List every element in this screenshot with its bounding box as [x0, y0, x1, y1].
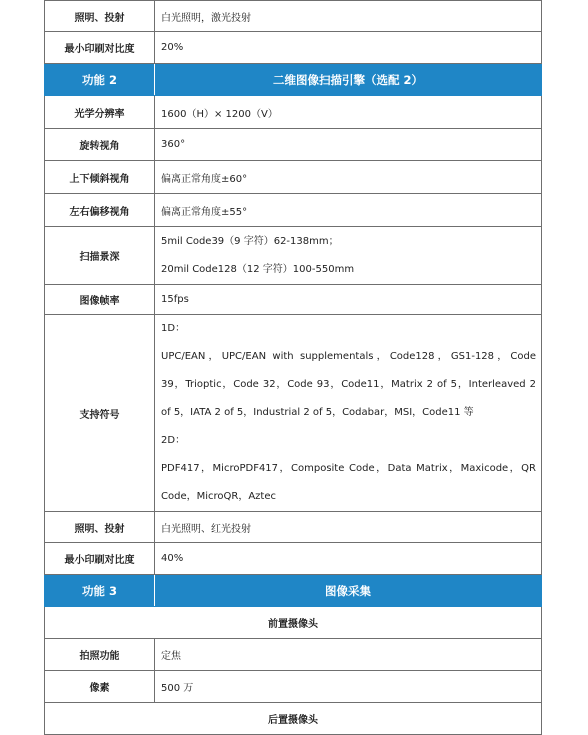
row-label: 左右偏移视角	[45, 194, 155, 227]
symbology-line: Code，MicroQR，Aztec	[161, 491, 276, 502]
row-value: 500 万	[155, 671, 542, 703]
row-value: 40%	[155, 543, 542, 575]
table-row	[45, 161, 542, 194]
row-label: 最小印刷对比度	[45, 543, 155, 575]
front-camera-title: 前置摄像头	[45, 607, 542, 639]
symbology-line: of 5，IATA 2 of 5，Industrial 2 of 5，Codabar，MSI，Code11 等	[161, 407, 474, 418]
row-value: 白光照明，激光投射	[155, 1, 542, 32]
row-label: 光学分辨率	[45, 96, 155, 129]
row-value: 20%	[155, 32, 542, 64]
row-label: 照明、投射	[45, 512, 155, 543]
symbology-line: 39，Trioptic，Code 32，Code 93，Code11，Matrix 2 of 5，Interleaved 2	[161, 379, 536, 390]
table-row	[45, 671, 542, 703]
table-row	[45, 512, 542, 543]
row-label: 上下倾斜视角	[45, 161, 155, 194]
row-value: 偏离正常角度±55°	[155, 194, 542, 227]
table-row	[45, 607, 542, 639]
row-label: 旋转视角	[45, 129, 155, 161]
row-value: 15fps	[155, 285, 542, 315]
row-label: 扫描景深	[45, 227, 155, 285]
table-row	[45, 1, 542, 32]
table-row	[45, 639, 542, 671]
row-value: 偏离正常角度±60°	[155, 161, 542, 194]
scan-depth-value	[155, 227, 542, 285]
row-label: 图像帧率	[45, 285, 155, 315]
table-row	[45, 703, 542, 735]
section-title: 二维图像扫描引擎（选配 2）	[155, 64, 542, 96]
section-label: 功能 2	[45, 64, 155, 96]
symbology-line: UPC/EAN，UPC/EAN with supplementals，Code128，GS1-128，Code	[161, 351, 536, 362]
table-row	[45, 129, 542, 161]
section-header	[45, 64, 542, 96]
table-row	[45, 285, 542, 315]
table-row	[45, 194, 542, 227]
row-label: 像素	[45, 671, 155, 703]
row-label: 照明、投射	[45, 1, 155, 32]
scan-depth-line: 5mil Code39（9 字符）62-138mm；	[161, 235, 339, 247]
row-label: 拍照功能	[45, 639, 155, 671]
section-label: 功能 3	[45, 575, 155, 607]
section-title: 图像采集	[155, 575, 542, 607]
table-row	[45, 543, 542, 575]
row-label: 最小印刷对比度	[45, 32, 155, 64]
table-row	[45, 315, 542, 512]
spec-table	[44, 0, 542, 735]
symbology-line: 1D：	[161, 323, 186, 334]
section-header	[45, 575, 542, 607]
scan-depth-line: 20mil Code128（12 字符）100-550mm	[161, 263, 355, 275]
row-value: 定焦	[155, 639, 542, 671]
row-label: 支持符号	[45, 315, 155, 512]
rear-camera-title: 后置摄像头	[45, 703, 542, 735]
row-value: 白光照明、红光投射	[155, 512, 542, 543]
table-row	[45, 96, 542, 129]
row-value: 360°	[155, 129, 542, 161]
symbology-line: PDF417，MicroPDF417，Composite Code，Data Matrix，Maxicode，QR	[161, 463, 536, 474]
symbology-line: 2D：	[161, 435, 186, 446]
row-value: 1600（H）× 1200（V）	[155, 96, 542, 129]
table-row	[45, 227, 542, 285]
table-row	[45, 32, 542, 64]
symbologies-value	[155, 315, 542, 512]
